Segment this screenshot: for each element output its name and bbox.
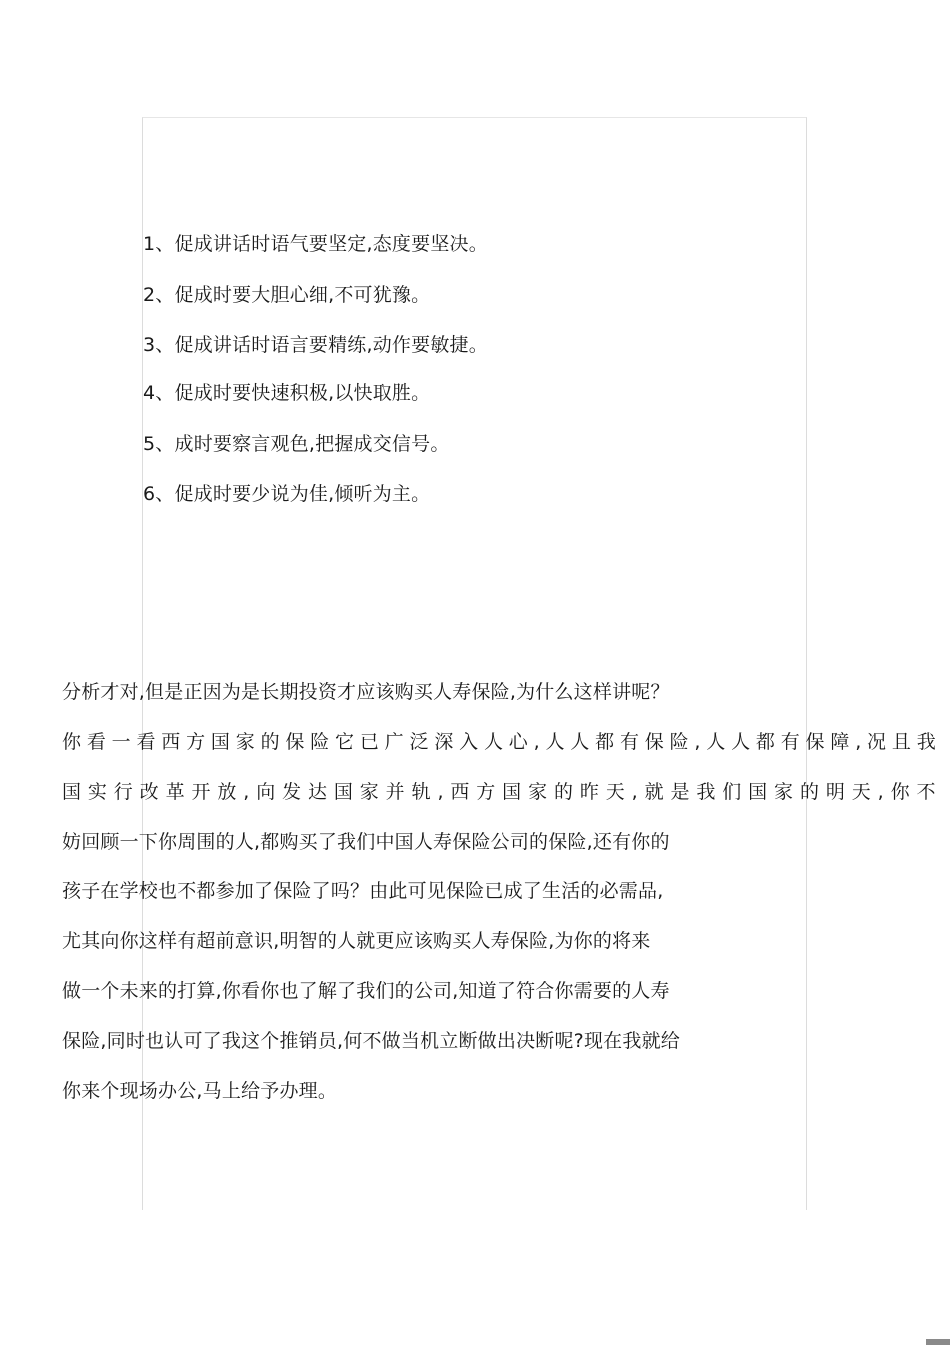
list-item: 4、促成时要快速积极,以快取胜。 <box>143 382 431 404</box>
paragraph-line: 保险,同时也认可了我这个推销员,何不做当机立断做出决断呢?现在我就给 <box>62 1030 680 1052</box>
list-item: 2、促成时要大胆心细,不可犹豫。 <box>143 284 431 306</box>
paragraph-line: 做一个未来的打算,你看你也了解了我们的公司,知道了符合你需要的人寿 <box>62 980 670 1002</box>
paragraph-line: 妨回顾一下你周围的人,都购买了我们中国人寿保险公司的保险,还有你的 <box>62 831 670 853</box>
list-item: 1、促成讲话时语气要坚定,态度要坚决。 <box>143 233 488 255</box>
paragraph-line: 你来个现场办公,马上给予办理。 <box>62 1080 338 1102</box>
paragraph-line: 孩子在学校也不都参加了保险了吗？由此可见保险已成了生活的必需品, <box>62 880 664 902</box>
corner-scroll-indicator <box>926 1339 950 1345</box>
paragraph-line: 国实行改革开放,向发达国家并轨,西方国家的昨天,就是我们国家的明天,你不 <box>62 781 943 803</box>
list-item: 6、促成时要少说为佳,倾听为主。 <box>143 483 431 505</box>
paragraph-line: 你看一看西方国家的保险它已广泛深入人心,人人都有保险,人人都有保障,况且我 <box>62 731 942 753</box>
list-item: 3、促成讲话时语言要精练,动作要敏捷。 <box>143 334 488 356</box>
list-item: 5、成时要察言观色,把握成交信号。 <box>143 433 450 455</box>
paragraph-line: 分析才对,但是正因为是长期投资才应该购买人寿保险,为什么这样讲呢？ <box>62 681 670 703</box>
paragraph-line: 尤其向你这样有超前意识,明智的人就更应该购买人寿保险,为你的将来 <box>62 930 651 952</box>
